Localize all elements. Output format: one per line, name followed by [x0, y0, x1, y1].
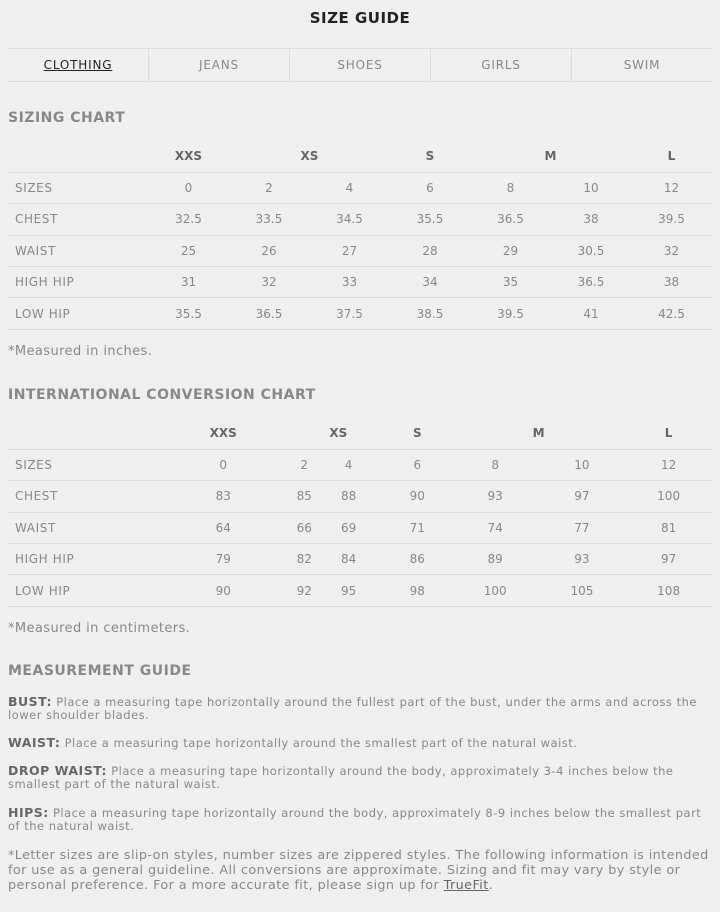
table-cell: 32 [229, 267, 309, 298]
conversion-chart-table [8, 418, 712, 607]
table-cell: 36.5 [551, 267, 631, 298]
header-empty [8, 141, 148, 172]
row-label: HIGH HIP [8, 544, 153, 575]
sizing-chart-table [8, 141, 712, 330]
table-cell: 90 [153, 575, 294, 606]
table-cell: 38.5 [390, 298, 470, 329]
row-label: LOW HIP [8, 575, 153, 606]
page-title: SIZE GUIDE [309, 9, 411, 27]
header-l: L [631, 141, 712, 172]
table-cell: 85 [294, 481, 315, 512]
table-row [8, 298, 712, 329]
table-cell: 37.5 [309, 298, 390, 329]
table-cell: 39.5 [470, 298, 551, 329]
table-cell: 90 [383, 481, 452, 512]
footer-end: . [488, 878, 494, 893]
table-cell: 71 [383, 512, 452, 543]
conversion-chart-title: INTERNATIONAL CONVERSION CHART [8, 387, 316, 403]
table-cell: 36.5 [229, 298, 309, 329]
table-cell: 77 [539, 512, 626, 543]
table-cell: 4 [315, 449, 383, 480]
centimeters-note: *Measured in centimeters. [8, 621, 191, 636]
table-cell: 42.5 [631, 298, 712, 329]
row-label: CHEST [8, 481, 153, 512]
row-label: SIZES [8, 172, 148, 203]
table-cell: 33.5 [229, 204, 309, 235]
table-cell: 89 [452, 544, 539, 575]
table-cell: 34.5 [309, 204, 390, 235]
table-cell: 39.5 [631, 204, 712, 235]
guide-item-hips [8, 806, 712, 833]
table-cell: 92 [294, 575, 315, 606]
tab-swim[interactable]: SWIM [571, 49, 712, 81]
table-cell: 10 [551, 172, 631, 203]
table-cell: 35.5 [148, 298, 229, 329]
tab-shoes[interactable]: SHOES [289, 49, 430, 81]
header-xxs: XXS [148, 141, 229, 172]
table-cell: 8 [470, 172, 551, 203]
guide-term: WAIST: [8, 735, 61, 750]
truefit-link[interactable]: TrueFit [443, 878, 489, 893]
header-empty [8, 418, 153, 449]
guide-term: DROP WAIST: [8, 763, 108, 778]
table-row [8, 512, 712, 543]
table-cell: 29 [470, 235, 551, 266]
table-cell: 0 [148, 172, 229, 203]
table-cell: 27 [309, 235, 390, 266]
table-cell: 105 [539, 575, 626, 606]
table-cell: 2 [229, 172, 309, 203]
table-cell: 28 [390, 235, 470, 266]
sizing-chart-title: SIZING CHART [8, 110, 126, 126]
table-cell: 35 [470, 267, 551, 298]
table-cell: 32.5 [148, 204, 229, 235]
header-s: S [383, 418, 452, 449]
guide-item-drop-waist [8, 764, 712, 791]
table-cell: 34 [390, 267, 470, 298]
table-cell: 84 [315, 544, 383, 575]
table-cell: 97 [539, 481, 626, 512]
table-cell: 38 [551, 204, 631, 235]
row-label: LOW HIP [8, 298, 148, 329]
header-m: M [470, 141, 631, 172]
header-xxs: XXS [153, 418, 294, 449]
table-row [8, 235, 712, 266]
guide-item-waist [8, 736, 712, 750]
guide-text: Place a measuring tape horizontally around the smallest part of the natural waist. [64, 736, 578, 750]
table-cell: 30.5 [551, 235, 631, 266]
table-cell: 81 [625, 512, 712, 543]
table-cell: 33 [309, 267, 390, 298]
footer-text: *Letter sizes are slip-on styles, number sizes are zippered styles. The following information is intended for use as a general guideline. All conversions are approximate. Sizing and fit may vary by style or personal preference. For a more accurate fit, please sign up for [8, 848, 709, 893]
tab-clothing[interactable]: CLOTHING [43, 58, 113, 72]
table-cell: 31 [148, 267, 229, 298]
inches-note: *Measured in inches. [8, 344, 153, 359]
guide-text: Place a measuring tape horizontally around the body, approximately 3-4 inches below the smallest part of the natural waist. [8, 764, 674, 791]
table-cell: 32 [631, 235, 712, 266]
table-cell: 97 [625, 544, 712, 575]
table-cell: 41 [551, 298, 631, 329]
header-xs: XS [294, 418, 383, 449]
category-tabs [8, 48, 712, 82]
row-label: SIZES [8, 449, 153, 480]
table-header-row [8, 141, 712, 172]
table-cell: 35.5 [390, 204, 470, 235]
row-label: CHEST [8, 204, 148, 235]
table-cell: 8 [452, 449, 539, 480]
table-row [8, 204, 712, 235]
table-cell: 25 [148, 235, 229, 266]
row-label: HIGH HIP [8, 267, 148, 298]
table-cell: 93 [539, 544, 626, 575]
guide-item-bust [8, 695, 712, 722]
table-cell: 4 [309, 172, 390, 203]
table-cell: 95 [315, 575, 383, 606]
table-cell: 88 [315, 481, 383, 512]
table-cell: 69 [315, 512, 383, 543]
table-cell: 100 [625, 481, 712, 512]
header-xs: XS [229, 141, 390, 172]
table-row [8, 575, 712, 606]
guide-term: BUST: [8, 694, 53, 709]
measurement-guide-title: MEASUREMENT GUIDE [8, 663, 192, 679]
footer-disclaimer [8, 848, 718, 893]
table-cell: 100 [452, 575, 539, 606]
table-cell: 66 [294, 512, 315, 543]
table-cell: 38 [631, 267, 712, 298]
header-m: M [452, 418, 625, 449]
guide-term: HIPS: [8, 805, 49, 820]
table-cell: 26 [229, 235, 309, 266]
table-row [8, 267, 712, 298]
tab-jeans[interactable]: JEANS [148, 49, 289, 81]
table-cell: 6 [383, 449, 452, 480]
table-cell: 64 [153, 512, 294, 543]
table-row [8, 481, 712, 512]
table-cell: 83 [153, 481, 294, 512]
table-header-row [8, 418, 712, 449]
guide-text: Place a measuring tape horizontally around the body, approximately 8-9 inches below the smallest part of the natural waist. [8, 806, 702, 833]
row-label: WAIST [8, 512, 153, 543]
table-cell: 86 [383, 544, 452, 575]
table-cell: 6 [390, 172, 470, 203]
table-cell: 74 [452, 512, 539, 543]
table-cell: 12 [625, 449, 712, 480]
header-s: S [390, 141, 470, 172]
table-cell: 82 [294, 544, 315, 575]
table-cell: 79 [153, 544, 294, 575]
table-cell: 36.5 [470, 204, 551, 235]
table-row [8, 449, 712, 480]
table-cell: 98 [383, 575, 452, 606]
tab-girls[interactable]: GIRLS [430, 49, 571, 81]
table-cell: 2 [294, 449, 315, 480]
header-l: L [625, 418, 712, 449]
table-cell: 93 [452, 481, 539, 512]
table-cell: 12 [631, 172, 712, 203]
table-row [8, 544, 712, 575]
table-cell: 0 [153, 449, 294, 480]
table-cell: 108 [625, 575, 712, 606]
guide-text: Place a measuring tape horizontally around the fullest part of the bust, under the arms and across the lower shoulder blades. [8, 695, 697, 722]
table-cell: 10 [539, 449, 626, 480]
table-row [8, 172, 712, 203]
row-label: WAIST [8, 235, 148, 266]
